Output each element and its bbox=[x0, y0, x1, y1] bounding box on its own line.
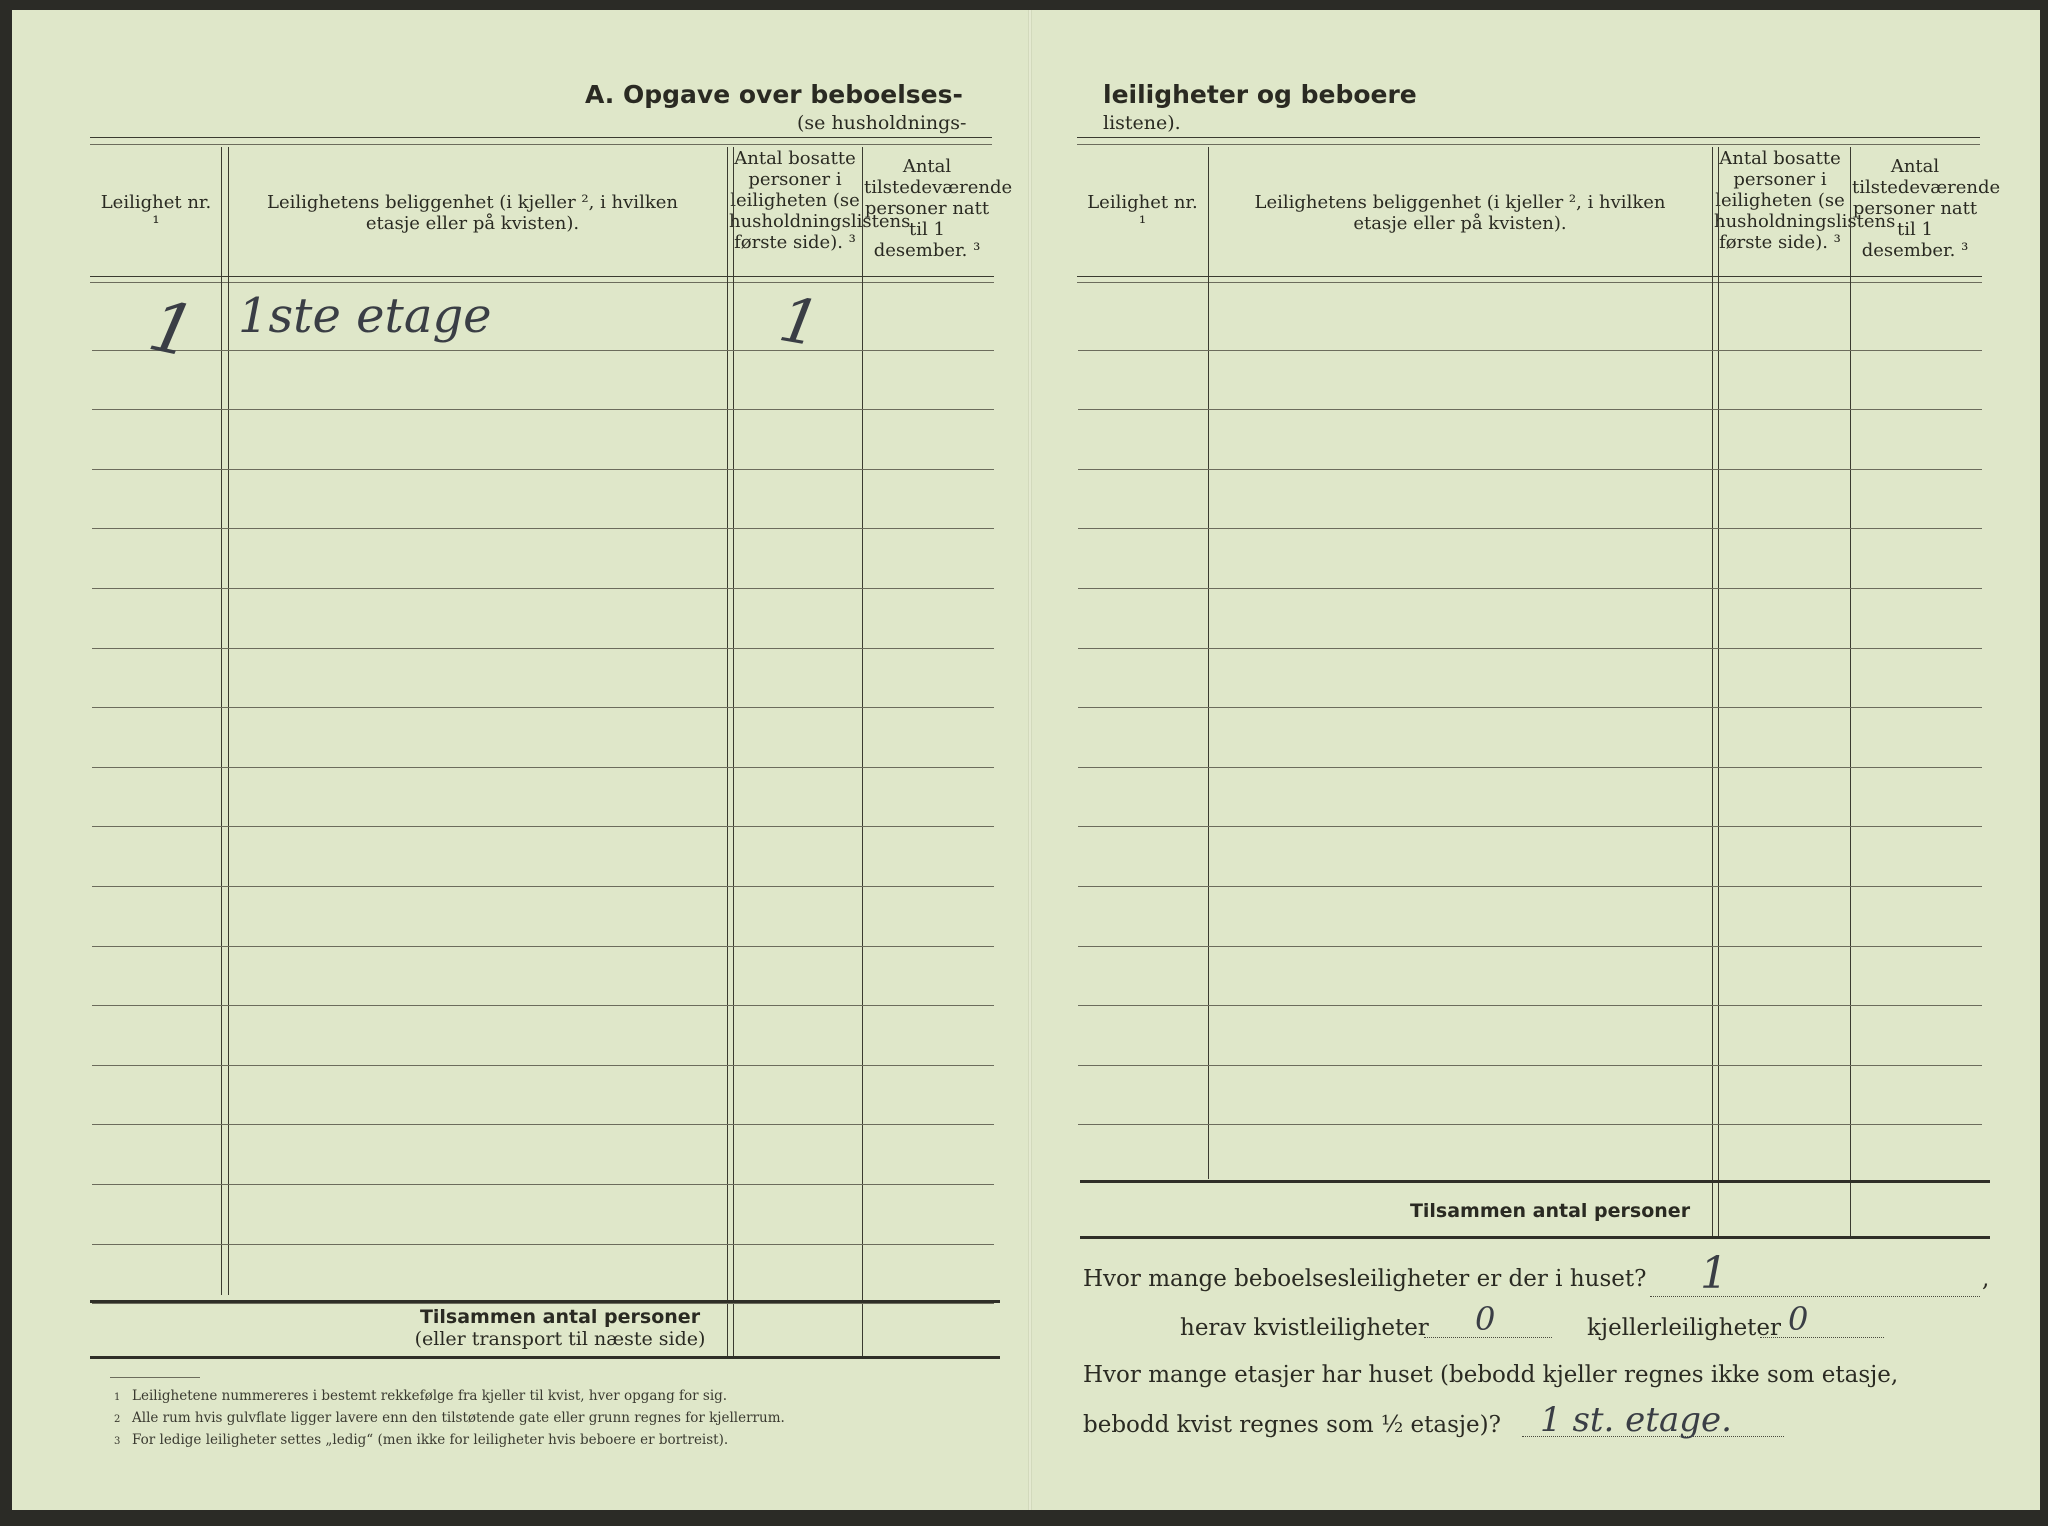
left-row-line bbox=[92, 1244, 994, 1245]
total-label-right: Tilsammen antal personer bbox=[1409, 1200, 1691, 1222]
header-rule-left-2 bbox=[90, 282, 994, 283]
page-fold bbox=[1028, 10, 1032, 1510]
total-note-left: (eller transport til næste side) bbox=[414, 1328, 706, 1350]
total-bottom-rule-right bbox=[1080, 1236, 1990, 1239]
right-row-line bbox=[1078, 588, 1982, 589]
left-row-line bbox=[92, 1124, 994, 1125]
answer-floors: 1 st. etage. bbox=[1540, 1400, 1732, 1440]
form-title-right: leiligheter og beboere bbox=[1103, 80, 1417, 109]
question-floors-line1: Hvor mange etasjer har huset (bebodd kjeller regnes ikke som etasje, bbox=[1083, 1362, 1899, 1388]
right-row-line bbox=[1078, 648, 1982, 649]
footnote-separator bbox=[110, 1377, 200, 1378]
left-row-line bbox=[92, 588, 994, 589]
left-row-line bbox=[92, 1005, 994, 1006]
left-row-line bbox=[92, 648, 994, 649]
left-row-line bbox=[92, 767, 994, 768]
col-header-present-left: Antal tilstedeværende personer natt til 1 desember. ³ bbox=[864, 156, 1013, 261]
question-apartments-comma: , bbox=[1982, 1266, 1990, 1292]
total-bottom-rule-left bbox=[90, 1356, 1000, 1359]
left-row-line bbox=[92, 886, 994, 887]
col-divider-right-2b bbox=[1718, 147, 1719, 1237]
col-header-apt-no-left: Leilighet nr. ¹ bbox=[100, 192, 212, 234]
col-header-present-right: Antal tilstedeværende personer natt til 1 desember. ³ bbox=[1852, 156, 2001, 261]
question-apartments: Hvor mange beboelsesleiligheter er der i huset? bbox=[1083, 1266, 1647, 1292]
col-divider-right-2 bbox=[1712, 147, 1713, 1237]
col-divider-left-2b bbox=[733, 147, 734, 1357]
entry-residents: 1 bbox=[773, 282, 826, 361]
form-title-left: A. Opgave over beboelses- bbox=[585, 80, 963, 109]
right-row-line bbox=[1078, 1065, 1982, 1066]
top-rule-left-2 bbox=[90, 144, 992, 145]
col-divider-left-1b bbox=[228, 147, 229, 1295]
col-header-residents-right: Antal bosatte personer i leiligheten (se husholdningslistens første side). ³ bbox=[1714, 148, 1896, 253]
col-divider-left-1 bbox=[221, 147, 222, 1295]
left-row-line bbox=[92, 528, 994, 529]
top-rule-left bbox=[90, 137, 992, 138]
col-header-apt-no-right: Leilighet nr. ¹ bbox=[1087, 192, 1198, 234]
right-row-line bbox=[1078, 767, 1982, 768]
question-basement-apts: kjellerleiligheter bbox=[1587, 1315, 1782, 1341]
right-row-line bbox=[1078, 1005, 1982, 1006]
footnote-1: 1 Leilighetene nummereres i bestemt rekkefølge fra kjeller til kvist, hver opgang for sig. bbox=[114, 1388, 728, 1404]
entry-apt-no: 1 bbox=[141, 284, 203, 374]
question-attic-apts: herav kvistleiligheter bbox=[1180, 1315, 1429, 1341]
right-row-line bbox=[1078, 409, 1982, 410]
left-row-line bbox=[92, 350, 994, 351]
right-row-line bbox=[1078, 826, 1982, 827]
top-rule-right bbox=[1077, 137, 1980, 138]
right-row-line bbox=[1078, 886, 1982, 887]
right-row-line bbox=[1078, 528, 1982, 529]
right-row-line bbox=[1078, 1124, 1982, 1125]
col-divider-left-3 bbox=[862, 147, 863, 1357]
left-row-line bbox=[92, 409, 994, 410]
col-header-location-right: Leilighetens beliggenhet (i kjeller ², i hvilken etasje eller på kvisten). bbox=[1254, 192, 1666, 234]
left-row-line bbox=[92, 1065, 994, 1066]
answer-attic-apts: 0 bbox=[1475, 1300, 1496, 1338]
footnote-2: 2 Alle rum hvis gulvflate ligger lavere enn den tilstøtende gate eller grunn regnes for kjellerrum. bbox=[114, 1410, 785, 1426]
col-divider-left-2 bbox=[727, 147, 728, 1357]
left-row-line bbox=[92, 946, 994, 947]
header-rule-right bbox=[1077, 276, 1982, 277]
footnote-3: 3 For ledige leiligheter settes „ledig“ (men ikke for leiligheter hvis beboere er bortreist). bbox=[114, 1432, 729, 1448]
col-header-residents-left: Antal bosatte personer i leiligheten (se husholdningslistens første side). ³ bbox=[729, 148, 911, 253]
answer-basement-apts: 0 bbox=[1788, 1300, 1809, 1338]
col-divider-right-1 bbox=[1208, 147, 1209, 1179]
top-rule-right-2 bbox=[1077, 144, 1980, 145]
right-row-line bbox=[1078, 350, 1982, 351]
right-row-line bbox=[1078, 707, 1982, 708]
left-row-line bbox=[92, 707, 994, 708]
answer-line-basement bbox=[1760, 1337, 1884, 1338]
total-rule-right bbox=[1080, 1180, 1990, 1183]
left-row-line bbox=[92, 826, 994, 827]
form-subtitle-left: (se husholdnings- bbox=[797, 112, 967, 134]
header-rule-right-2 bbox=[1077, 282, 1982, 283]
right-row-line bbox=[1078, 469, 1982, 470]
total-rule-left bbox=[90, 1300, 1000, 1303]
right-row-line bbox=[1078, 946, 1982, 947]
left-row-line bbox=[92, 1303, 994, 1304]
header-rule-left bbox=[90, 276, 994, 277]
entry-location: 1ste etage bbox=[238, 288, 492, 344]
left-row-line bbox=[92, 1184, 994, 1185]
total-label-left: Tilsammen antal personer bbox=[419, 1306, 701, 1328]
form-subtitle-right: listene). bbox=[1103, 112, 1181, 134]
question-floors-line2: bebodd kvist regnes som ½ etasje)? bbox=[1083, 1412, 1501, 1438]
answer-apartments: 1 bbox=[1700, 1248, 1728, 1299]
col-divider-right-3 bbox=[1850, 147, 1851, 1237]
col-header-location-left: Leilighetens beliggenhet (i kjeller ², i hvilken etasje eller på kvisten). bbox=[267, 192, 678, 234]
left-row-line bbox=[92, 469, 994, 470]
